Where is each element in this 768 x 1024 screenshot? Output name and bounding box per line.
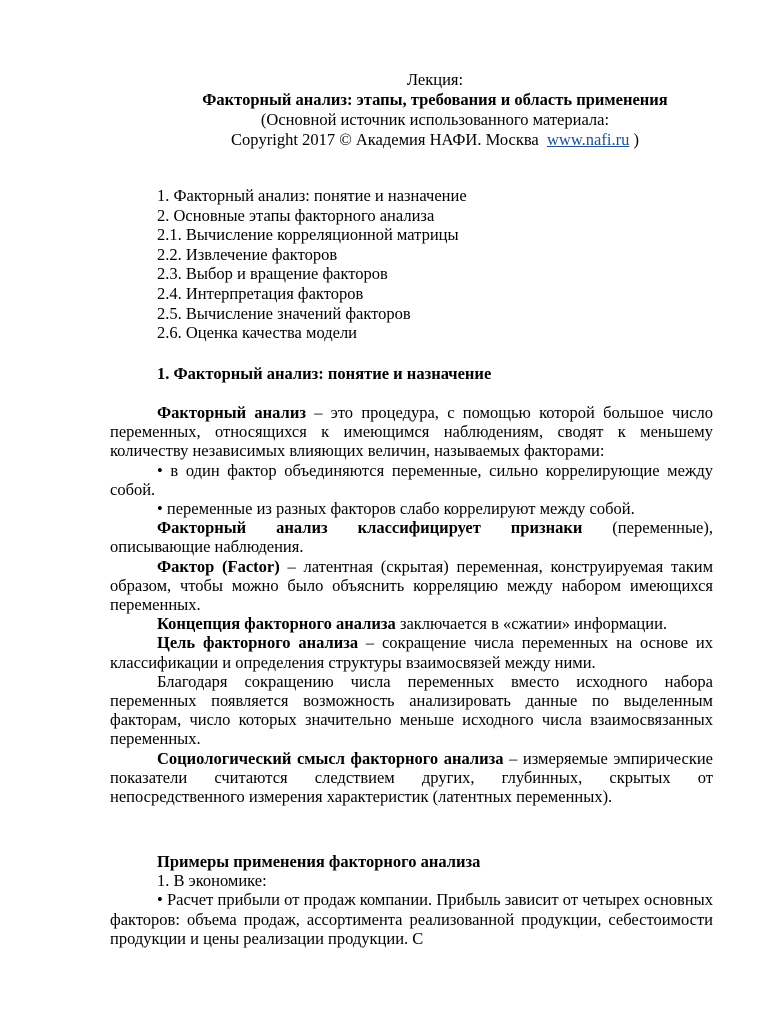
term-factor: Фактор (Factor) [157,556,280,576]
section-1-heading: 1. Факторный анализ: понятие и назначение [157,364,492,383]
classification-text: (переменные), описывающие наблюдения. [110,518,713,557]
section-1-body [110,403,713,806]
lecture-label: Лекция: [406,70,464,89]
copyright-text: Copyright 2017 © Академия НАФИ. Москва [231,130,539,149]
sociological-paragraph [110,749,713,807]
reduction-paragraph: Благодаря сокращению числа переменных вместо исходного набора переменных появляется возможность анализировать данные по выделенным факторам, число которых значительно меньше исходного числа взаимосвязанных переменных. [110,671,713,749]
bullet-item: • переменные из разных факторов слабо коррелируют между собой. [157,499,635,519]
examples-item-economy: 1. В экономике: [157,871,267,891]
term-concept: Концепция факторного анализа [157,614,396,634]
term-classifies: Факторный анализ классифицирует признаки [157,518,583,538]
concept-text: заключается в «сжатии» информации. [395,614,668,634]
sociological-text: – измеряемые эмпирические показатели считаются следствием других, глубинных, скрытых от непосредственного измерения характеристик (латентных переменных). [110,748,713,807]
toc-item: 2.6. Оценка качества модели [157,323,358,343]
examples-section [110,852,713,948]
definition-paragraph [110,403,713,461]
close-paren: ) [633,130,639,149]
term-factor-analysis: Факторный анализ [157,403,306,422]
goal-text: – сокращение числа переменных на основе их классификации и определения структуры взаимосвязей между ними. [110,633,713,672]
toc-item: 2. Основные этапы факторного анализа [157,205,435,225]
lecture-title: Факторный анализ: этапы, требования и область применения [202,90,668,109]
term-goal: Цель факторного анализа [157,633,359,653]
toc-item: 2.4. Интерпретация факторов [157,283,364,303]
toc-item: 2.3. Выбор и вращение факторов [157,264,388,284]
definition-text: – это процедура, с помощью которой большое число переменных, относящихся к имеющимся наблюдениям, сводят к меньшему количеству независимых влияющих величин, называемых факторами: [110,403,713,461]
toc-item: 2.1. Вычисление корреляционной матрицы [157,225,459,245]
examples-heading: Примеры применения факторного анализа [157,852,481,871]
source-note: (Основной источник использованного материала: [260,110,610,129]
section-1 [110,364,713,383]
examples-bullet: • Расчет прибыли от продаж компании. Прибыль зависит от четырех основных факторов: объема продаж, ассортимента реализованной продукции, себестоимости продукции и цены реализации продукции. С [110,890,713,948]
term-sociological: Социологический смысл факторного анализа [157,748,504,768]
table-of-contents [157,186,467,343]
goal-paragraph [110,633,713,671]
classification-paragraph [110,518,713,556]
copyright-line [150,130,720,150]
toc-item: 2.2. Извлечение факторов [157,244,338,264]
bullet-item: • в один фактор объединяются переменные, сильно коррелирующие между собой. [110,460,713,499]
factor-paragraph [110,557,713,615]
nafi-link[interactable]: www.nafi.ru [547,130,630,149]
toc-item: 2.5. Вычисление значений факторов [157,303,411,323]
factor-text: – латентная (скрытая) переменная, конструируемая таким образом, чтобы можно было объяснить корреляцию между набором имеющихся переменных. [110,556,714,615]
toc-item: 1. Факторный анализ: понятие и назначение [157,186,467,205]
concept-paragraph [110,614,713,633]
